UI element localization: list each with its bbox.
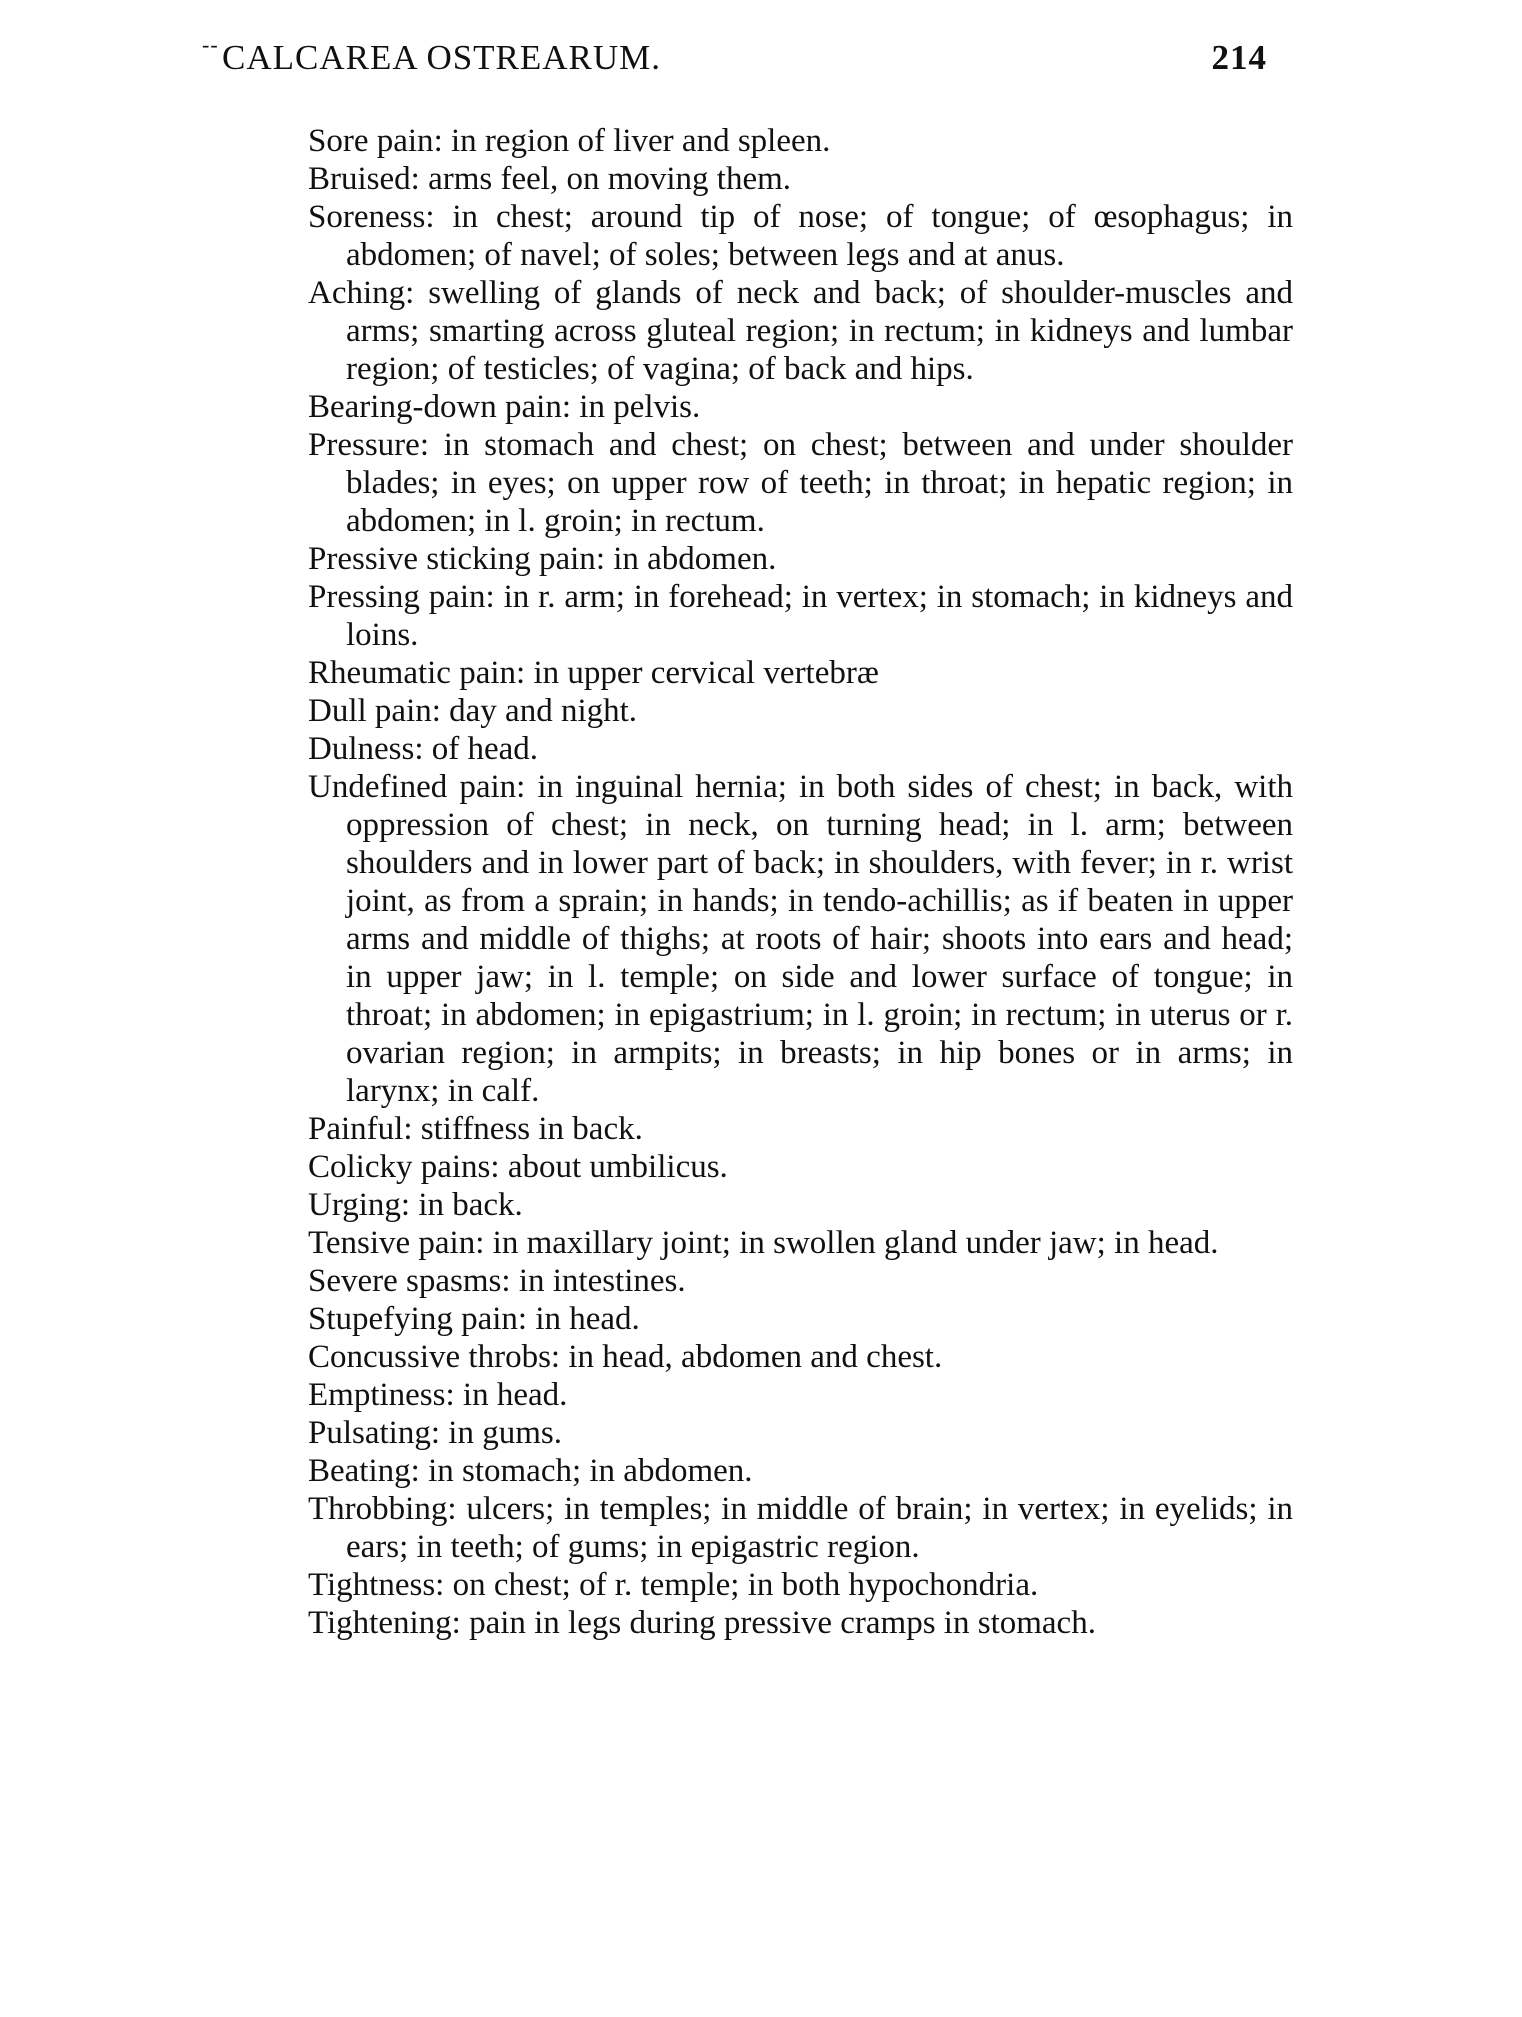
entry-text: about umbilicus. [507, 1149, 728, 1185]
entry-separator: : [435, 1567, 453, 1603]
list-item [308, 1414, 1293, 1452]
entry-separator: : [414, 731, 432, 767]
entry-text: on chest; of r. temple; in both hypochondria. [452, 1567, 1039, 1603]
list-item [308, 1300, 1293, 1338]
entry-separator: : [425, 199, 453, 235]
entry-term: Bruised [308, 161, 411, 197]
list-item [308, 1224, 1293, 1262]
entry-term: Severe spasms [308, 1263, 502, 1299]
entry-term: Sore pain [308, 123, 434, 159]
list-item [308, 768, 1293, 1110]
entry-separator: : [447, 1491, 467, 1527]
entry-text: in region of liver and spleen. [450, 123, 831, 159]
list-item [308, 540, 1293, 578]
entry-term: Dull pain [308, 693, 432, 729]
entry-separator: : [501, 1263, 519, 1299]
entry-text: day and night. [449, 693, 638, 729]
entry-separator: : [430, 1415, 449, 1451]
entry-term: Tightening [308, 1605, 452, 1641]
entry-text: arms feel, on moving them. [428, 161, 792, 197]
entry-separator: : [475, 1225, 493, 1261]
entry-separator: : [410, 1453, 429, 1489]
entry-text: in head. [462, 1377, 568, 1413]
entry-text: of head. [431, 731, 539, 767]
entry-text: in stomach; in abdomen. [428, 1453, 753, 1489]
entry-text: swelling of glands of neck and back; of shoulder-muscles and arms; smarting across gluteal region; in rectum; in kidneys and lumbar region; of testicles; of vagina; of back and hips. [346, 275, 1293, 387]
entry-text: stiffness in back. [420, 1111, 643, 1147]
entry-term: Concussive throbs [308, 1339, 551, 1375]
entry-text: in head. [535, 1301, 640, 1337]
entry-text: in chest; around tip of nose; of tongue; of œsophagus; in abdomen; of navel; of soles; between legs and at anus. [346, 199, 1293, 273]
list-item [308, 654, 1293, 692]
entry-term: Painful [308, 1111, 404, 1147]
entry-term: Stupefying pain [308, 1301, 518, 1337]
entry-text: in pelvis. [579, 389, 701, 425]
entry-term: Undefined pain [308, 769, 517, 805]
symptom-list [308, 122, 1293, 1642]
header-dash: -- [202, 32, 219, 57]
entry-term: Pressure [308, 427, 420, 463]
entry-term: Dulness [308, 731, 415, 767]
entry-separator: : [445, 1377, 463, 1413]
entry-text: in stomach and chest; on chest; between and under shoulder blades; in eyes; on upper row of teeth; in throat; in hepatic region; in abdomen; in l. groin; in rectum. [346, 427, 1294, 539]
entry-term: Tensive pain [308, 1225, 476, 1261]
list-item [308, 1262, 1293, 1300]
entry-separator: : [490, 1149, 508, 1185]
entry-separator: : [595, 541, 614, 577]
entry-text: pain in legs during pressive cramps in stomach. [469, 1605, 1096, 1641]
entry-text: in upper cervical vertebræ [533, 655, 879, 691]
entry-separator: : [517, 1301, 536, 1337]
entry-text: ulcers; in temples; in middle of brain; in vertex; in eyelids; in ears; in teeth; of gums; in epigastric region. [346, 1491, 1294, 1565]
list-item [308, 578, 1293, 654]
list-item [308, 1452, 1293, 1490]
list-item [308, 198, 1293, 274]
entry-term: Bearing-down pain [308, 389, 562, 425]
entry-separator: : [433, 123, 451, 159]
entry-text: in maxillary joint; in swollen gland under jaw; in head. [492, 1225, 1219, 1261]
running-header [202, 32, 1267, 88]
entry-term: Soreness [308, 199, 426, 235]
entry-text: in back. [418, 1187, 523, 1223]
entry-separator: : [451, 1605, 470, 1641]
entry-separator: : [561, 389, 580, 425]
list-item [308, 426, 1293, 540]
entry-separator: : [405, 275, 429, 311]
entry-separator: : [400, 1187, 419, 1223]
entry-separator: : [419, 427, 444, 463]
entry-separator: : [516, 655, 534, 691]
page-title: CALCAREA OSTREARUM. [222, 38, 662, 77]
list-item [308, 1566, 1293, 1604]
list-item [308, 1490, 1293, 1566]
entry-term: Beating [308, 1453, 411, 1489]
list-item [308, 1186, 1293, 1224]
entry-term: Throbbing [308, 1491, 448, 1527]
entry-text: in inguinal hernia; in both sides of chest; in back, with oppression of chest; in neck, on turning head; in l. arm; between shoulders and in lower part of back; in shoulders, with fever; in r. wrist joint, as from a sprain; in hands; in tendo-achillis; as if beaten in upper arms and middle of thighs; at roots of hair; shoots into ears and head; in upper jaw; in l. temple; on side and lower surface of tongue; in throat; in abdomen; in epigastrium; in l. groin; in rectum; in uterus or r. ovarian region; in armpits; in breasts; in hip bones or in arms; in larynx; in calf. [346, 769, 1293, 1109]
entry-term: Rheumatic pain [308, 655, 517, 691]
list-item [308, 1376, 1293, 1414]
list-item [308, 274, 1293, 388]
entry-text: in abdomen. [613, 541, 777, 577]
entry-text: in gums. [448, 1415, 562, 1451]
list-item [308, 122, 1293, 160]
entry-text: in intestines. [518, 1263, 686, 1299]
list-item [308, 1604, 1293, 1642]
list-item [308, 388, 1293, 426]
entry-text: in head, abdomen and chest. [568, 1339, 943, 1375]
entry-term: Tightness [308, 1567, 436, 1603]
list-item [308, 1338, 1293, 1376]
list-item [308, 1110, 1293, 1148]
entry-term: Pressing pain [308, 579, 486, 615]
entry-separator: : [410, 161, 429, 197]
list-item [308, 1148, 1293, 1186]
list-item [308, 692, 1293, 730]
entry-separator: : [485, 579, 504, 615]
entry-separator: : [550, 1339, 569, 1375]
entry-term: Urging [308, 1187, 401, 1223]
entry-separator: : [403, 1111, 421, 1147]
entry-term: Pulsating [308, 1415, 431, 1451]
entry-separator: : [516, 769, 538, 805]
entry-separator: : [431, 693, 450, 729]
entry-text: in r. arm; in forehead; in vertex; in stomach; in kidneys and loins. [346, 579, 1293, 653]
entry-term: Colicky pains [308, 1149, 491, 1185]
list-item [308, 160, 1293, 198]
page-number: 214 [1211, 38, 1267, 77]
list-item [308, 730, 1293, 768]
entry-term: Pressive sticking pain [308, 541, 596, 577]
entry-term: Emptiness [308, 1377, 446, 1413]
entry-term: Aching [308, 275, 406, 311]
